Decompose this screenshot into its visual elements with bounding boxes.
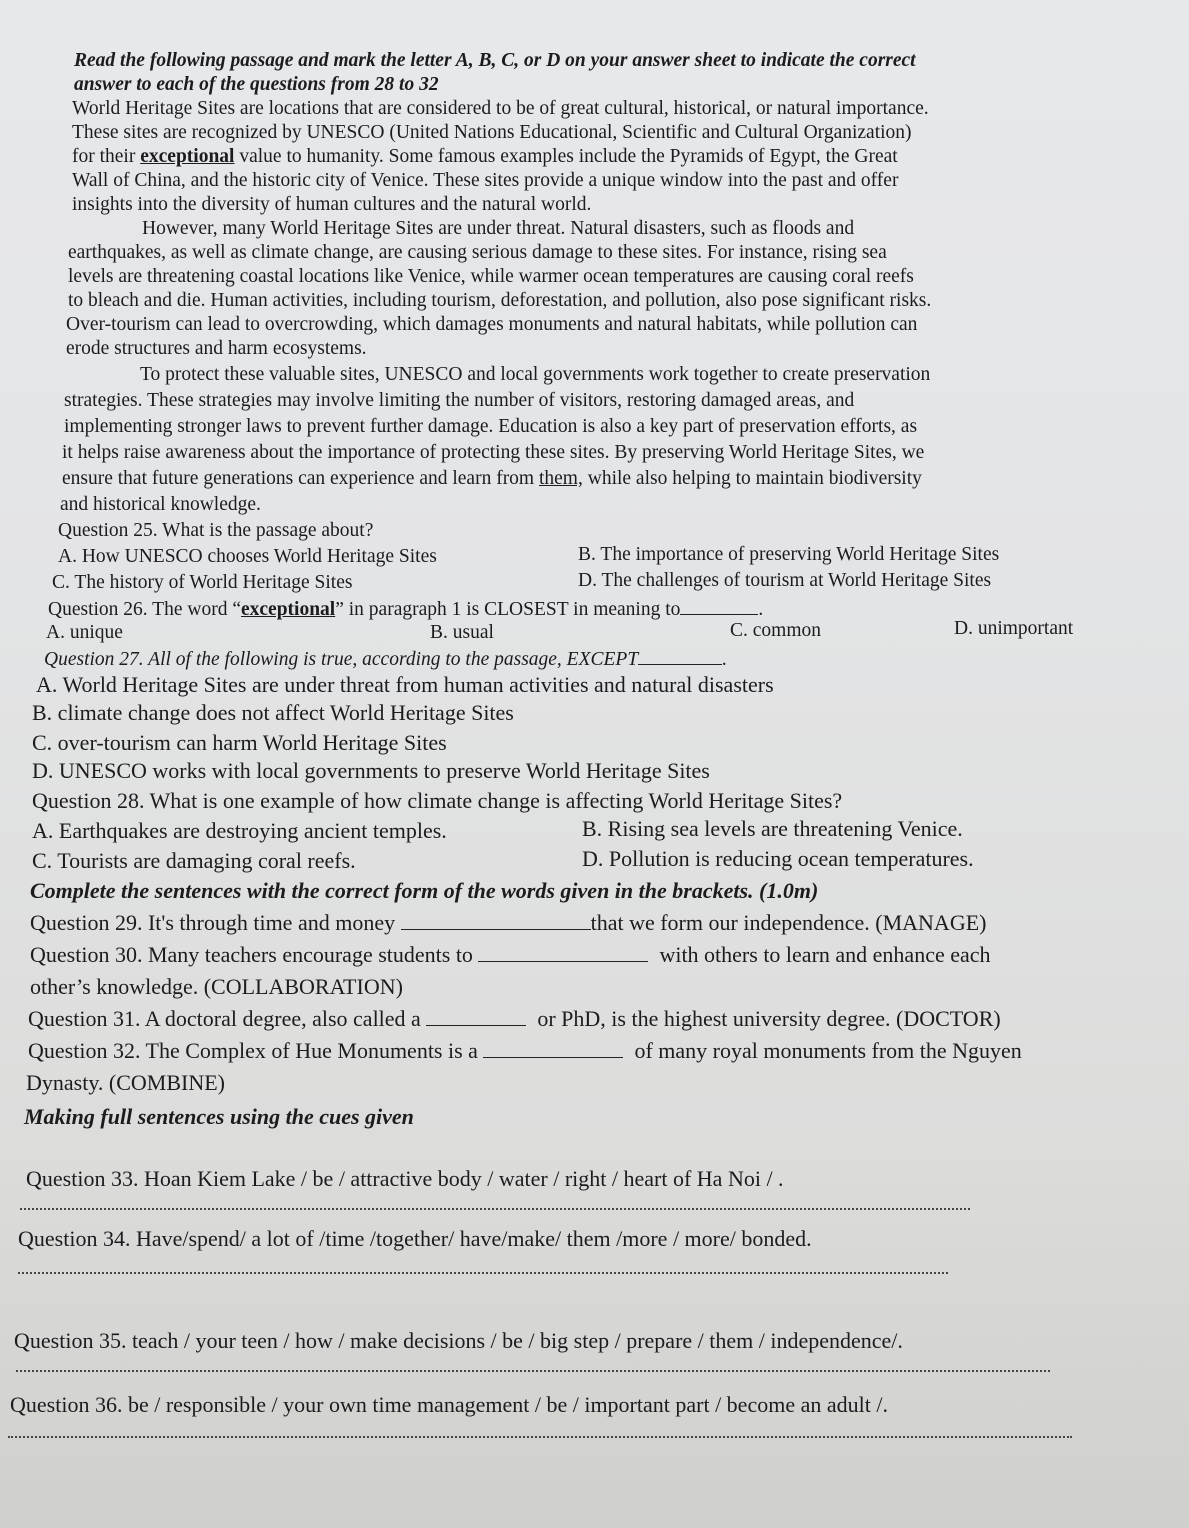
question-35: Question 35. teach / your teen / how / make decisions / be / big step / prepare / them / independence/. [14,1328,903,1353]
question-30-continued: other’s knowledge. (COLLABORATION) [30,974,403,999]
question-25-option-d[interactable]: D. The challenges of tourism at World Heritage Sites [578,570,992,591]
passage-p3-line1: To protect these valuable sites, UNESCO and local governments work together to create preservation [140,364,931,385]
question-27-stem: Question 27. All of the following is true, according to the passage, EXCEPT . [44,649,728,670]
question-28-stem: Question 28. What is one example of how climate change is affecting World Heritage Sites? [32,788,843,813]
question-25-option-b[interactable]: B. The importance of preserving World Heritage Sites [578,544,1000,565]
question-28-option-b[interactable]: B. Rising sea levels are threatening Venice. [582,816,963,841]
question-26-option-a[interactable]: A. unique [46,622,123,643]
question-25-stem: Question 25. What is the passage about? [58,520,374,541]
question-text: of many royal monuments from the Nguyen [634,1038,1022,1063]
question-28-option-c[interactable]: C. Tourists are damaging coral reefs. [32,848,356,873]
passage-p1-line5: insights into the diversity of human cultures and the natural world. [72,194,592,215]
highlighted-word-them: them, [538,468,583,489]
answer-blank[interactable] [478,945,648,962]
reading-instruction-line1: Read the following passage and mark the letter A, B, C, or D on your answer sheet to indicate the correct [74,50,916,71]
sentence-building-instruction: Making full sentences using the cues given [24,1104,414,1129]
answer-line-33[interactable] [20,1208,970,1210]
question-32-continued: Dynasty. (COMBINE) [26,1070,225,1095]
question-26-stem: Question 26. The word “exceptional” in paragraph 1 is CLOSEST in meaning to . [48,599,764,620]
passage-text: ensure that future generations can experience and learn from [62,468,539,489]
question-31 [28,1006,1001,1032]
highlighted-word: exceptional [240,599,336,620]
passage-p2-line1: However, many World Heritage Sites are under threat. Natural disasters, such as floods and [142,218,855,239]
passage-p1-line3 [72,146,898,168]
question-text: that we form our independence. (MANAGE) [590,910,987,935]
question-25-option-c[interactable]: C. The history of World Heritage Sites [52,572,353,593]
passage-p2-line2: earthquakes, as well as climate change, are causing serious damage to these sites. For instance, rising sea [68,242,887,263]
question-29 [30,910,986,936]
passage-p1-line1: World Heritage Sites are locations that are considered to be of great cultural, historical, or natural importance. [72,98,929,119]
passage-p3-line2: strategies. These strategies may involve limiting the number of visitors, restoring damaged areas, and [64,390,855,411]
question-text: ” in paragraph 1 is CLOSEST in meaning to [335,599,681,620]
answer-blank[interactable] [638,648,722,665]
passage-p1-line4: Wall of China, and the historic city of Venice. These sites provide a unique window into the past and offer [72,170,899,191]
question-text: Question 29. It's through time and money [30,910,396,935]
word-form-instruction: Complete the sentences with the correct form of the words given in the brackets. (1.0m) [30,878,819,903]
question-27-option-c[interactable]: C. over-tourism can harm World Heritage Sites [32,730,447,755]
question-28-option-a[interactable]: A. Earthquakes are destroying ancient temples. [32,818,447,843]
answer-blank[interactable] [401,913,591,930]
question-27-option-d[interactable]: D. UNESCO works with local governments to preserve World Heritage Sites [32,758,710,783]
passage-p2-line4: to bleach and die. Human activities, including tourism, deforestation, and pollution, also pose significant risks. [68,290,932,311]
passage-p2-line3: levels are threatening coastal locations like Venice, while warmer ocean temperatures are causing coral reefs [68,266,914,287]
passage-p1-line2: These sites are recognized by UNESCO (United Nations Educational, Scientific and Cultural Organization) [72,122,912,143]
question-text: Question 32. The Complex of Hue Monuments is a [28,1038,478,1063]
question-text: or PhD, is the highest university degree. (DOCTOR) [537,1006,1001,1031]
passage-p2-line6: erode structures and harm ecosystems. [66,338,367,359]
passage-p3-line5 [62,468,922,490]
highlighted-word-exceptional: exceptional [140,146,235,167]
passage-p3-line6: and historical knowledge. [60,494,261,515]
question-26-option-c[interactable]: C. common [730,620,821,641]
question-text: Question 27. All of the following is true, according to the passage, EXCEPT [44,649,639,670]
passage-p3-line4: it helps raise awareness about the importance of protecting these sites. By preserving World Heritage Sites, we [62,442,925,463]
answer-blank[interactable] [483,1041,623,1058]
passage-text: value to humanity. Some famous examples include the Pyramids of Egypt, the Great [234,146,898,167]
question-34: Question 34. Have/spend/ a lot of /time /together/ have/make/ them /more / more/ bonded. [18,1226,812,1251]
question-28-option-d[interactable]: D. Pollution is reducing ocean temperatures. [582,846,974,871]
question-32 [28,1038,1022,1064]
question-text: Question 26. The word “ [48,599,241,620]
answer-line-35[interactable] [16,1370,1050,1372]
passage-text: while also helping to maintain biodiversity [582,468,922,489]
answer-line-34[interactable] [18,1272,948,1274]
question-30 [30,942,991,968]
question-26-option-d[interactable]: D. unimportant [954,618,1074,639]
question-33: Question 33. Hoan Kiem Lake / be / attractive body / water / right / heart of Ha Noi / . [26,1166,784,1191]
question-27-option-a[interactable]: A. World Heritage Sites are under threat from human activities and natural disasters [36,672,774,697]
answer-line-36[interactable] [8,1436,1072,1438]
question-text: with others to learn and enhance each [659,942,991,967]
passage-p3-line3: implementing stronger laws to prevent further damage. Education is also a key part of preservation efforts, as [64,416,918,437]
answer-blank[interactable] [680,598,758,615]
passage-text: for their [72,146,141,167]
question-25-option-a[interactable]: A. How UNESCO chooses World Heritage Sites [58,546,437,567]
question-36: Question 36. be / responsible / your own time management / be / important part / become an adult /. [10,1392,888,1417]
question-26-option-b[interactable]: B. usual [430,622,494,643]
question-text: Question 30. Many teachers encourage students to [30,942,473,967]
question-text: Question 31. A doctoral degree, also called a [28,1006,421,1031]
answer-blank[interactable] [426,1009,526,1026]
question-27-option-b[interactable]: B. climate change does not affect World Heritage Sites [32,700,514,725]
reading-instruction-line2: answer to each of the questions from 28 to 32 [74,74,439,95]
passage-p2-line5: Over-tourism can lead to overcrowding, which damages monuments and natural habitats, while pollution can [66,314,918,335]
